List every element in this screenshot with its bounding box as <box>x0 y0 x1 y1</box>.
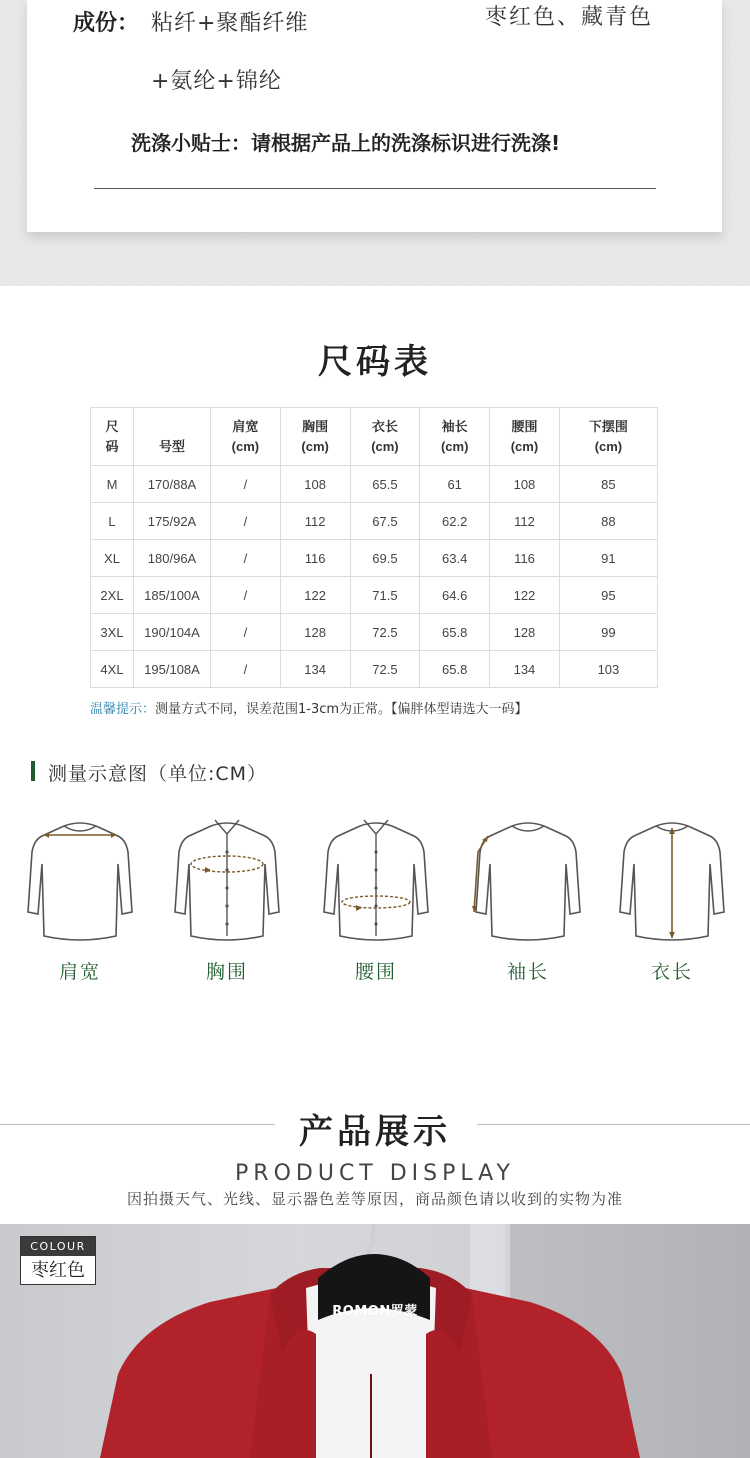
table-cell: / <box>211 466 281 503</box>
table-cell: 88 <box>559 503 657 540</box>
size-table <box>90 407 658 688</box>
table-cell: 95 <box>559 577 657 614</box>
header-sleeve: 袖长 (cm) <box>420 408 490 466</box>
table-cell: 61 <box>420 466 490 503</box>
product-display-subtitle: PRODUCT DISPLAY <box>235 1161 515 1186</box>
section-accent-bar <box>31 761 35 781</box>
header-model: 号型 <box>134 408 211 466</box>
composition-label: 成份： <box>73 11 140 36</box>
table-row <box>91 577 658 614</box>
composition-value-continued: +氨纶+锦纶 <box>151 69 282 94</box>
shirt-chest-svg <box>167 812 287 944</box>
size-tip-text: 测量方式不同，误差范围1-3cm为正常。【偏胖体型请选大一码】 <box>155 702 528 717</box>
table-cell: 67.5 <box>350 503 420 540</box>
table-cell: 72.5 <box>350 614 420 651</box>
info-card <box>27 0 722 232</box>
colour-tag-name: 枣红色 <box>31 1260 85 1281</box>
table-cell: 72.5 <box>350 651 420 688</box>
table-cell: 65.5 <box>350 466 420 503</box>
size-chart-title: 尺码表 <box>318 342 432 382</box>
header-waist: 腰围 (cm) <box>490 408 560 466</box>
size-table-header-row <box>91 408 658 466</box>
shirt-shoulder-icon <box>20 812 140 944</box>
table-cell: 71.5 <box>350 577 420 614</box>
table-cell: 128 <box>280 614 350 651</box>
table-cell: / <box>211 540 281 577</box>
table-cell: 64.6 <box>420 577 490 614</box>
measure-label-length: 衣长 <box>650 961 693 983</box>
table-row <box>91 540 658 577</box>
table-row <box>91 503 658 540</box>
color-options-text: 枣红色、藏青色 <box>485 5 654 30</box>
table-cell: 122 <box>280 577 350 614</box>
product-photo <box>0 1224 750 1458</box>
shirt-sleeve-icon <box>468 812 588 944</box>
table-cell: 62.2 <box>420 503 490 540</box>
measure-title: 测量示意图（单位:CM） <box>48 763 268 785</box>
size-tip <box>90 698 528 717</box>
table-cell: 128 <box>490 614 560 651</box>
table-cell: 3XL <box>91 614 134 651</box>
table-cell: 122 <box>490 577 560 614</box>
table-cell: 134 <box>280 651 350 688</box>
measure-label-waist: 腰围 <box>354 961 397 983</box>
wash-tip: 洗涤小贴士：请根据产品上的洗涤标识进行洗涤! <box>131 131 561 155</box>
table-cell: 91 <box>559 540 657 577</box>
shirt-length-icon <box>612 812 732 944</box>
measure-label-shoulder: 肩宽 <box>58 961 101 983</box>
table-cell: 99 <box>559 614 657 651</box>
table-cell: 65.8 <box>420 651 490 688</box>
brand-logo: ROMON罗蒙 <box>332 1304 418 1319</box>
header-length: 衣长 (cm) <box>350 408 420 466</box>
table-cell: / <box>211 577 281 614</box>
table-cell: 180/96A <box>134 540 211 577</box>
table-cell: 85 <box>559 466 657 503</box>
table-cell: 116 <box>490 540 560 577</box>
table-cell: 112 <box>490 503 560 540</box>
shirt-waist-svg <box>316 812 436 944</box>
table-cell: L <box>91 503 134 540</box>
color-disclaimer: 因拍摄天气、光线、显示器色差等原因，商品颜色请以收到的实物为准 <box>126 1190 623 1208</box>
card-divider <box>94 188 656 189</box>
table-cell: 108 <box>280 466 350 503</box>
table-cell: 63.4 <box>420 540 490 577</box>
product-display-title: 产品展示 <box>299 1112 451 1152</box>
table-cell: M <box>91 466 134 503</box>
table-cell: 112 <box>280 503 350 540</box>
table-cell: 4XL <box>91 651 134 688</box>
table-cell: 134 <box>490 651 560 688</box>
shirt-chest-icon <box>167 812 287 944</box>
table-cell: 2XL <box>91 577 134 614</box>
measure-label-chest: 胸围 <box>205 961 248 983</box>
table-cell: / <box>211 614 281 651</box>
header-size: 尺 码 <box>91 408 134 466</box>
table-row <box>91 614 658 651</box>
table-cell: / <box>211 651 281 688</box>
table-cell: 185/100A <box>134 577 211 614</box>
shirt-waist-icon <box>316 812 436 944</box>
shirt-length-svg <box>612 812 732 944</box>
table-cell: 195/108A <box>134 651 211 688</box>
jacket-illustration <box>0 1224 750 1458</box>
header-chest: 胸围 (cm) <box>280 408 350 466</box>
header-hem: 下摆围 (cm) <box>559 408 657 466</box>
shirt-shoulder-svg <box>20 812 140 944</box>
table-cell: 108 <box>490 466 560 503</box>
table-cell: 69.5 <box>350 540 420 577</box>
colour-tag-label: COLOUR <box>21 1237 95 1256</box>
table-cell: 175/92A <box>134 503 211 540</box>
colour-tag <box>20 1236 96 1285</box>
composition-value: 粘纤+聚酯纤维 <box>151 11 309 36</box>
shirt-sleeve-svg <box>468 812 588 944</box>
size-tip-prefix: 温馨提示： <box>90 702 156 717</box>
table-row <box>91 466 658 503</box>
header-shoulder: 肩宽 (cm) <box>211 408 281 466</box>
table-cell: / <box>211 503 281 540</box>
table-row <box>91 651 658 688</box>
table-cell: 65.8 <box>420 614 490 651</box>
measure-label-sleeve: 袖长 <box>506 961 549 983</box>
table-cell: 116 <box>280 540 350 577</box>
table-cell: 170/88A <box>134 466 211 503</box>
table-cell: 190/104A <box>134 614 211 651</box>
table-cell: XL <box>91 540 134 577</box>
table-cell: 103 <box>559 651 657 688</box>
